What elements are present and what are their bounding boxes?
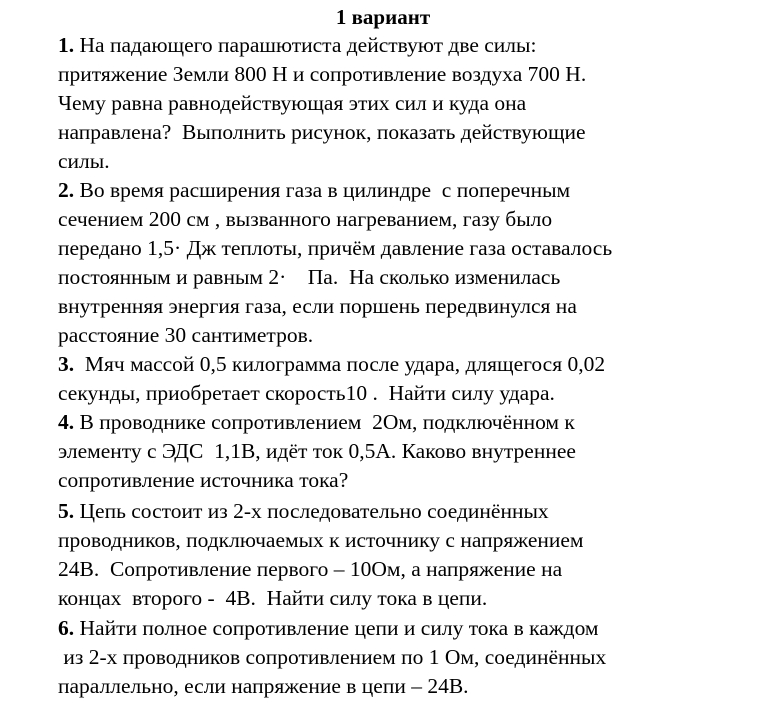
problem-2-line-3: передано 1,5· Дж теплоты, причём давление газа оставалось: [58, 236, 613, 260]
problem-1-line-4: направлена? Выполнить рисунок, показать действующие: [58, 120, 586, 144]
problem-2-number: 2.: [58, 178, 75, 202]
problem-5-line-4: концах второго - 4В. Найти силу тока в цепи.: [58, 586, 488, 610]
problem-2-line-5: внутренняя энергия газа, если поршень передвинулся на: [58, 294, 577, 318]
problem-2-line-4: постоянным и равным 2· Па. На сколько изменилась: [58, 265, 561, 289]
problem-4-line-1: [58, 408, 575, 436]
problem-2-line-1: [58, 176, 570, 204]
variant-title: 1 вариант: [335, 5, 431, 29]
problem-4-line-2: элементу с ЭДС 1,1В, идёт ток 0,5А. Каково внутреннее: [58, 439, 576, 463]
problem-2-text: Во время расширения газа в цилиндре с поперечным: [74, 178, 571, 202]
problem-3-line-1: [58, 350, 605, 378]
problem-4-number: 4.: [58, 410, 75, 434]
problem-6-line-1: [58, 614, 599, 642]
problem-5-text: Цепь состоит из 2-х последовательно соединённых: [74, 499, 549, 523]
problem-5-number: 5.: [58, 499, 75, 523]
problem-4-text: В проводнике сопротивлением 2Ом, подключённом к: [74, 410, 575, 434]
problem-1-line-2: притяжение Земли 800 Н и сопротивление воздуха 700 Н.: [58, 62, 587, 86]
problem-1-text: На падающего парашютиста действуют две силы:: [74, 33, 537, 57]
problem-6-number: 6.: [58, 616, 75, 640]
problem-5-line-3: 24В. Сопротивление первого – 10Ом, а напряжение на: [58, 557, 563, 581]
problem-1-number: 1.: [58, 33, 75, 57]
problem-6-line-2: из 2-х проводников сопротивлением по 1 Ом, соединённых: [58, 645, 607, 669]
problem-6-line-3: параллельно, если напряжение в цепи – 24В.: [58, 674, 469, 698]
problem-1-line-5: силы.: [58, 149, 110, 173]
problem-1-line-3: Чему равна равнодействующая этих сил и куда она: [58, 91, 527, 115]
problem-1-line-1: [58, 31, 536, 59]
problem-2-line-6: расстояние 30 сантиметров.: [58, 323, 314, 347]
problem-4-line-3: сопротивление источника тока?: [58, 468, 349, 492]
problem-3-text: Мяч массой 0,5 килограмма после удара, длящегося 0,02: [74, 352, 606, 376]
problem-6-text: Найти полное сопротивление цепи и силу тока в каждом: [74, 616, 599, 640]
problem-3-number: 3.: [58, 352, 75, 376]
problem-2-line-2: сечением 200 см , вызванного нагреванием, газу было: [58, 207, 553, 231]
problem-3-line-2: секунды, приобретает скорость10 . Найти силу удара.: [58, 381, 555, 405]
problem-5-line-1: [58, 497, 549, 525]
problem-5-line-2: проводников, подключаемых к источнику с напряжением: [58, 528, 584, 552]
